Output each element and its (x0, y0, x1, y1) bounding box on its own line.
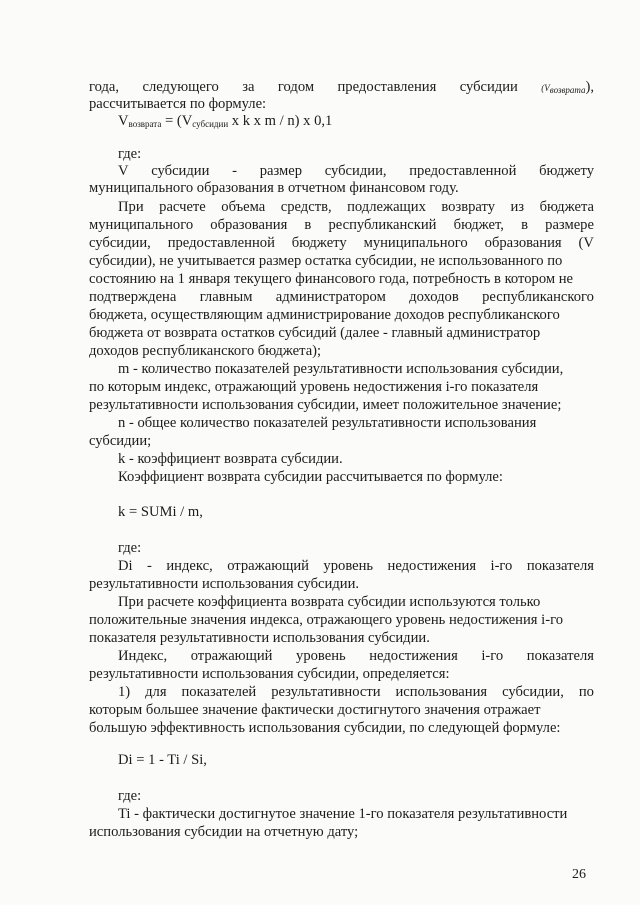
text-line: положительные значения индекса, отражающего уровень недостижения i-го (89, 612, 563, 628)
text-line: Коэффициент возврата субсидии рассчитывается по формуле: (118, 469, 503, 485)
text-line: результативности использования субсидии. (89, 576, 360, 592)
text-line: результативности использования субсидии, имеет положительное значение; (89, 397, 562, 413)
text-line: 1) для показателей результативности использования субсидии, по (118, 684, 594, 700)
text-line: Di - индекс, отражающий уровень недостижения i-го показателя (118, 558, 594, 574)
text-line: состоянию на 1 января текущего финансового года, потребность в котором не (89, 271, 574, 287)
text-line: показателя результативности использования субсидии. (89, 630, 430, 646)
text-line: использования субсидии на отчетную дату; (89, 824, 359, 840)
formula-k: k = SUMi / m, (118, 504, 203, 520)
where-label: где: (118, 788, 142, 804)
text-line: субсидии, предоставленной бюджету муниципального образования (V (89, 235, 594, 251)
where-label: где: (118, 540, 142, 556)
where-label: где: (118, 146, 142, 162)
text-line: подтверждена главным администратором доходов республиканского (89, 289, 594, 305)
text-line: бюджета от возврата остатков субсидий (далее - главный администратор (89, 325, 541, 341)
text-line: муниципального образования в республиканский бюджет, в размере (89, 217, 594, 233)
text-line: рассчитывается по формуле: (89, 96, 267, 112)
formula-di: Di = 1 - Ti / Si, (118, 752, 207, 768)
text-line: При расчете объема средств, подлежащих возврату из бюджета (118, 199, 594, 215)
text-line: Индекс, отражающий уровень недостижения i-го показателя (118, 648, 594, 664)
text-line: При расчете коэффициента возврата субсидии используются только (118, 594, 541, 610)
formula-v-return: $V_{возврата} = (V_{субсидии}$ x k x m / n) x 0,1 (118, 113, 333, 129)
word: годом (277, 79, 315, 95)
text-line: Ti - фактически достигнутое значение 1-го показателя результативности (118, 806, 568, 822)
text-line: большую эффективность использования субсидии, по следующей формуле: (89, 720, 561, 736)
word: года, (89, 79, 120, 95)
word: за (242, 79, 255, 95)
text-line: доходов республиканского бюджета); (89, 343, 322, 359)
text-line: k - коэффициент возврата субсидии. (118, 451, 343, 467)
word: субсидии (459, 79, 518, 95)
text-line: по которым индекс, отражающий уровень недостижения i-го показателя (89, 379, 539, 395)
text-line: V субсидии - размер субсидии, предоставленной бюджету (118, 163, 594, 179)
text-line: которым большее значение фактически достигнутого значения отражает (89, 702, 541, 718)
word: следующего (142, 79, 219, 95)
text-line: бюджета, осуществляющим администрирование доходов республиканского (89, 307, 560, 323)
text-line: муниципального образования в отчетном финансовом году. (89, 180, 459, 196)
text-line: n - общее количество показателей результативности использования (118, 415, 537, 431)
text-line: результативности использования субсидии, определяется: (89, 666, 450, 682)
page-number: 26 (572, 867, 586, 882)
text-line: m - количество показателей результативности использования субсидии, (118, 361, 564, 377)
inline-formula: $(V_{возврата})$, (541, 79, 594, 95)
word: предоставления (337, 79, 437, 95)
text-line: субсидии), не учитывается размер остатка субсидии, не использованного по (89, 253, 563, 269)
text-line: субсидии; (89, 433, 152, 449)
